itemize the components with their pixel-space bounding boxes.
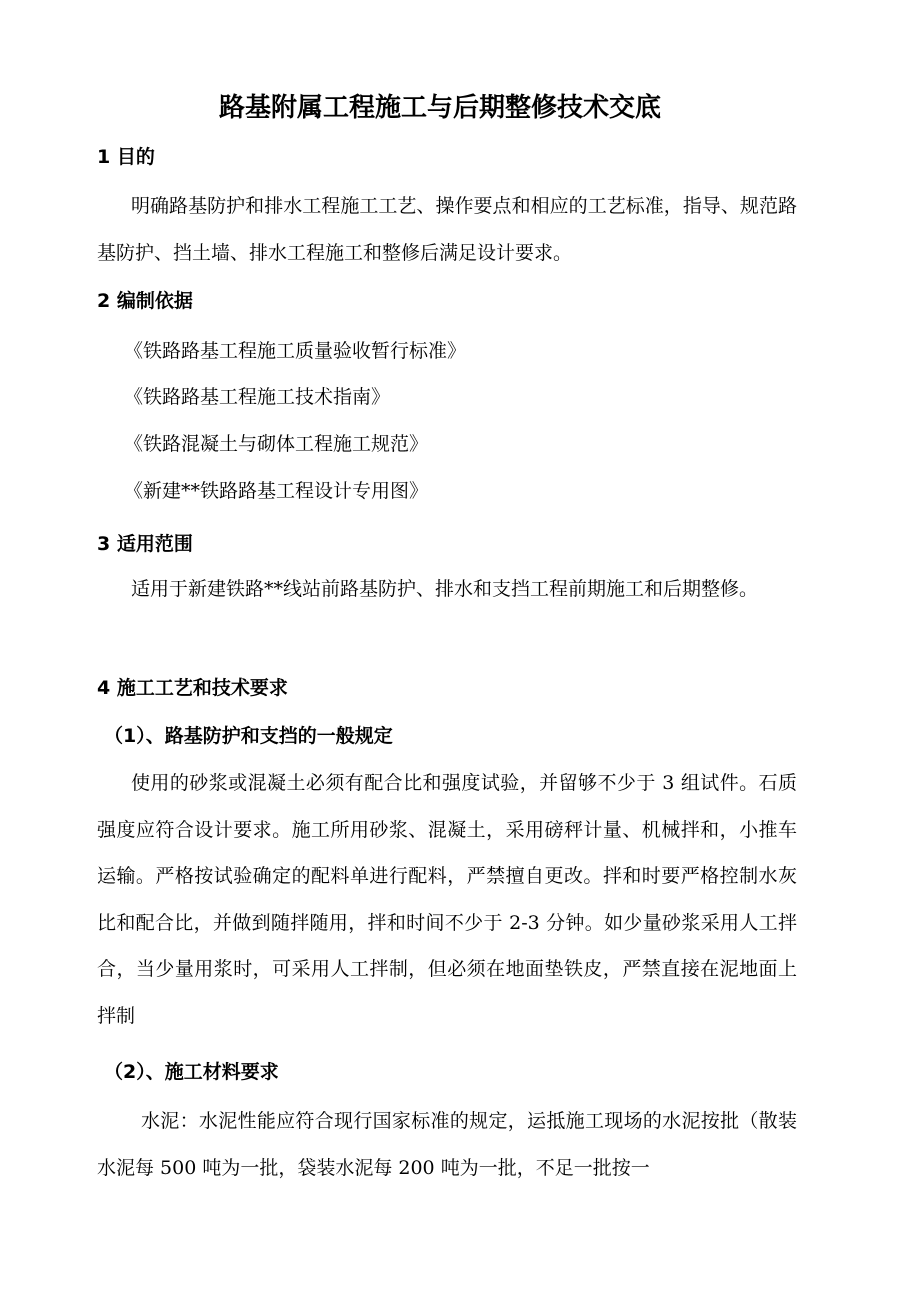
subsection-2-heading: （2）、施工材料要求: [104, 1061, 279, 1083]
section-1-body: 明确路基防护和排水工程施工工艺、操作要点和相应的工艺标准，指导、规范路基防护、挡土墙、排水工程施工和整修后满足设计要求。: [97, 195, 797, 264]
section-2-heading: 2 编制依据: [97, 290, 193, 312]
reference-item: 《铁路混凝土与砌体工程施工规范》: [124, 433, 429, 455]
reference-item: 《新建**铁路路基工程设计专用图》: [124, 480, 429, 502]
section-3-heading: 3 适用范围: [97, 533, 193, 555]
subsection-2-body: 水泥：水泥性能应符合现行国家标准的规定，运抵施工现场的水泥按批（散装水泥每 500 吨为一批，袋装水泥每 200 吨为一批，不足一批按一: [97, 1110, 797, 1179]
section-4-heading: 4 施工工艺和技术要求: [97, 677, 288, 699]
subsection-1-body: 使用的砂浆或混凝土必须有配合比和强度试验，并留够不少于 3 组试件。石质强度应符合设计要求。施工所用砂浆、混凝土，采用磅秤计量、机械拌和，小推车运输。严格按试验确定的配料单进行配料，严禁擅自更改。拌和时要严格控制水灰比和配合比，并做到随拌随用，拌和时间不少于 2-3 分钟。如少量砂浆采用人工拌合，当少量用浆时，可采用人工拌制，但必须在地面垫铁皮，严禁直接在泥地面上拌制: [97, 772, 797, 1027]
section-1-heading: 1 目的: [97, 146, 155, 168]
reference-item: 《铁路路基工程施工技术指南》: [124, 386, 391, 408]
section-3-body: 适用于新建铁路**线站前路基防护、排水和支挡工程前期施工和后期整修。: [131, 578, 759, 600]
subsection-1-heading: （1）、路基防护和支挡的一般规定: [104, 725, 393, 747]
reference-item: 《铁路路基工程施工质量验收暂行标准》: [124, 340, 467, 362]
document-title: 路基附属工程施工与后期整修技术交底: [218, 93, 661, 123]
